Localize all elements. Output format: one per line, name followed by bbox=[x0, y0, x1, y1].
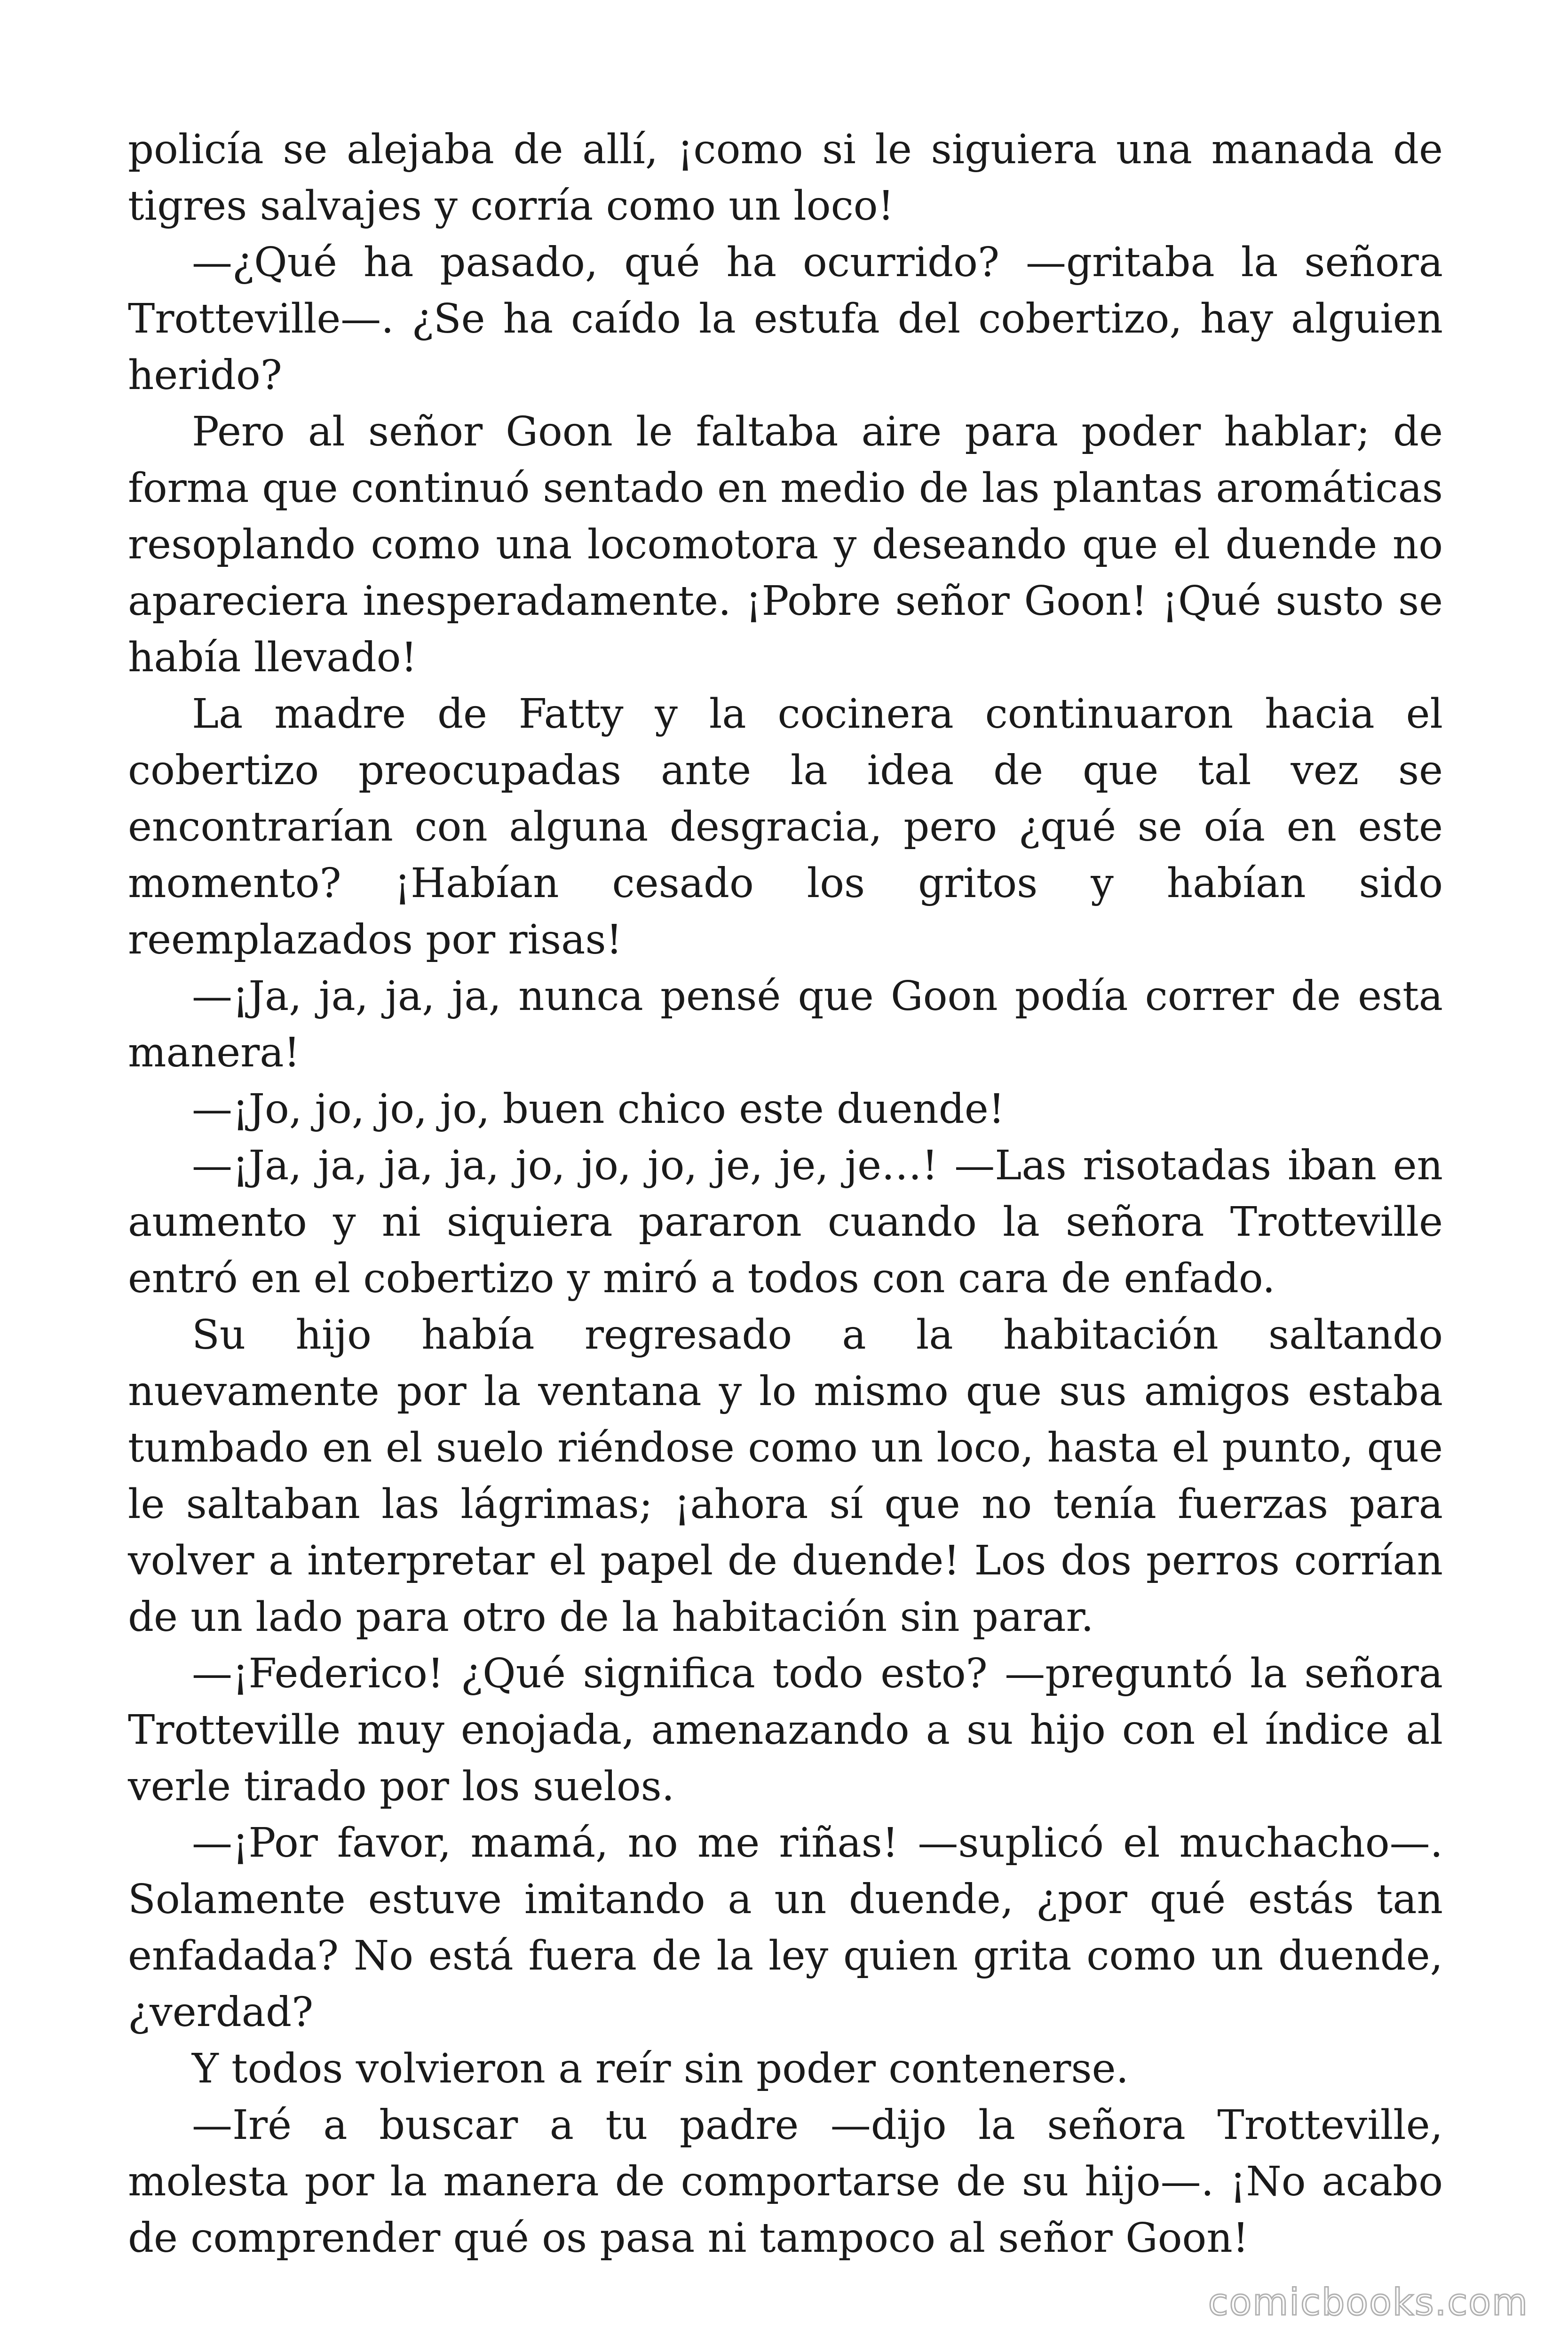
paragraph: Y todos volvieron a reír sin poder contenerse. bbox=[192, 2045, 1129, 2092]
paragraph: policía se alejaba de allí, ¡como si le siguiera una manada de tigres salvajes y corría como un loco! bbox=[128, 126, 1443, 230]
paragraph: —¡Ja, ja, ja, ja, nunca pensé que Goon podía correr de esta manera! bbox=[128, 973, 1443, 1076]
watermark: comicbooks.com bbox=[1208, 2281, 1528, 2324]
paragraph: —¡Ja, ja, ja, ja, jo, jo, jo, je, je, je…! —Las risotadas iban en aumento y ni siquiera pararon cuando la señora Trotteville entró en el cobertizo y miró a todos con cara de enfado. bbox=[128, 1142, 1443, 1302]
paragraph: Pero al señor Goon le faltaba aire para poder hablar; de forma que continuó sentado en medio de las plantas aromáticas resoplando como una locomotora y deseando que el duende no apareciera inesperadamente. ¡Pobre señor Goon! ¡Qué susto se había llevado! bbox=[128, 408, 1443, 681]
paragraph: Su hijo había regresado a la habitación saltando nuevamente por la ventana y lo mismo que sus amigos estaba tumbado en el suelo riéndose como un loco, hasta el punto, que le saltaban las lágrimas; ¡ahora sí que no tenía fuerzas para volver a interpretar el papel de duende! Los dos perros corrían de un lado para otro de la habitación sin parar. bbox=[128, 1311, 1443, 1641]
paragraph: —¿Qué ha pasado, qué ha ocurrido? —gritaba la señora Trotteville—. ¿Se ha caído la estufa del cobertizo, hay alguien herido? bbox=[128, 239, 1443, 399]
paragraph: La madre de Fatty y la cocinera continuaron hacia el cobertizo preocupadas ante la idea de que tal vez se encontrarían con alguna desgracia, pero ¿qué se oía en este momento? ¡Habían cesado los gritos y habían sido reemplazados por risas! bbox=[128, 691, 1443, 963]
paragraph: —¡Jo, jo, jo, jo, buen chico este duende! bbox=[192, 1086, 1005, 1133]
paragraph: —¡Federico! ¿Qué significa todo esto? —preguntó la señora Trotteville muy enojada, amenazando a su hijo con el índice al verle tirado por los suelos. bbox=[128, 1650, 1443, 1810]
paragraph: —Iré a buscar a tu padre —dijo la señora Trotteville, molesta por la manera de comportarse de su hijo—. ¡No acabo de comprender qué os pasa ni tampoco al señor Goon! bbox=[128, 2102, 1443, 2262]
body-text bbox=[128, 121, 1443, 2266]
paragraph: —¡Por favor, mamá, no me riñas! —suplicó el muchacho—. Solamente estuve imitando a un duende, ¿por qué estás tan enfadada? No está fuera de la ley quien grita como un duende, ¿verdad? bbox=[128, 1820, 1443, 2036]
